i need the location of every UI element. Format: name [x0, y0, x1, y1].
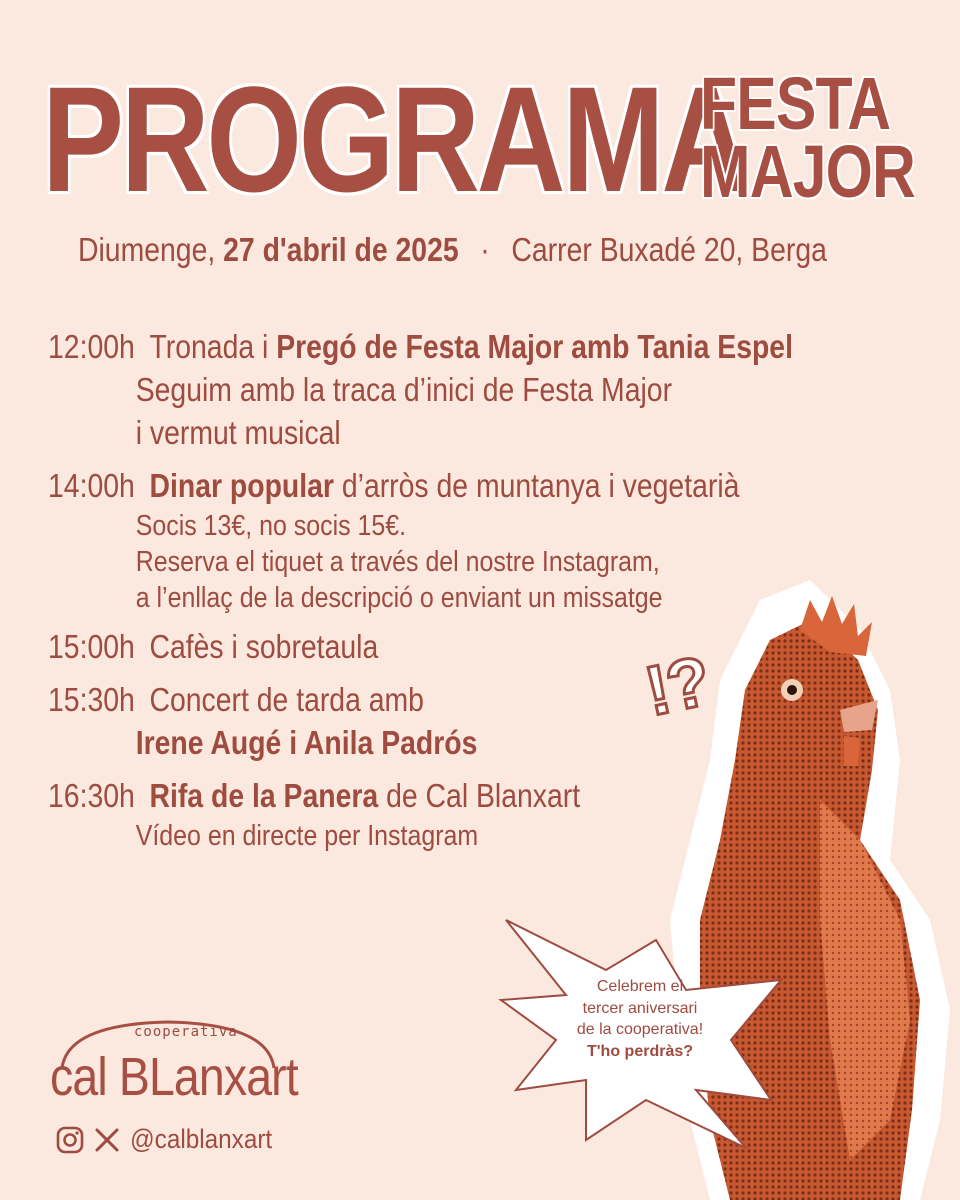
- star-question: T'ho perdràs?: [586, 1042, 694, 1060]
- schedule-sub: Vídeo en directe per Instagram: [135, 820, 479, 852]
- star-line: Celebrem el: [596, 978, 684, 995]
- separator-dot: ·: [480, 231, 490, 268]
- star-text: [560, 976, 720, 1062]
- exclaim-mark: !?: [638, 641, 716, 731]
- schedule-bold: Dinar popular: [149, 467, 334, 504]
- title-festa-major: [700, 62, 916, 214]
- logo-cooperativa: cooperativa: [134, 1024, 238, 1040]
- star-line: de la cooperativa!: [576, 1021, 704, 1039]
- schedule-sub: i vermut musical: [135, 414, 341, 451]
- schedule-time: 15:30h: [48, 681, 135, 718]
- schedule-sub: a l’enllaç de la descripció o enviant un missatge: [135, 582, 663, 614]
- schedule-sub: Reserva el tiquet a través del nostre Instagram,: [135, 546, 660, 578]
- schedule-sub: Socis 13€, no socis 15€.: [135, 510, 407, 542]
- event-details: [78, 230, 827, 270]
- schedule-after: d’arròs de muntanya i vegetarià: [333, 467, 740, 504]
- star-line: tercer aniversari: [582, 999, 698, 1017]
- title-festa: FESTA: [700, 62, 891, 145]
- schedule-item: [48, 326, 948, 455]
- performers: Irene Augé i Anila Padrós: [135, 724, 478, 761]
- schedule-time: 14:00h: [48, 467, 135, 504]
- schedule-sub: Seguim amb la traca d’inici de Festa Major: [135, 371, 673, 408]
- x-icon[interactable]: [94, 1127, 120, 1153]
- star-line-bold: [560, 1041, 720, 1063]
- schedule-text: Cafès i sobretaula: [149, 628, 379, 665]
- instagram-icon[interactable]: [56, 1126, 84, 1154]
- schedule-bold: Rifa de la Panera: [149, 777, 379, 814]
- schedule-text: Tronada i: [149, 328, 277, 365]
- schedule-time: 12:00h: [48, 328, 135, 365]
- schedule-time: 15:00h: [48, 628, 135, 665]
- logo-name: cal BLanxart: [50, 1047, 298, 1107]
- page-title: PROGRAMA: [42, 55, 747, 223]
- social-links: [56, 1124, 288, 1155]
- event-day: Diumenge,: [78, 231, 216, 268]
- event-address: Carrer Buxadé 20, Berga: [511, 231, 827, 268]
- schedule-bold: Pregó de Festa Major amb Tania Espel: [276, 328, 793, 365]
- cal-blanxart-logo: [48, 1012, 298, 1112]
- schedule-text: Concert de tarda amb: [149, 681, 424, 718]
- social-handle[interactable]: @calblanxart: [130, 1124, 273, 1154]
- schedule-time: 16:30h: [48, 777, 135, 814]
- event-date: 27 d'abril de 2025: [223, 231, 459, 268]
- schedule-after: de Cal Blanxart: [378, 777, 581, 814]
- title-major: MAJOR: [700, 130, 916, 214]
